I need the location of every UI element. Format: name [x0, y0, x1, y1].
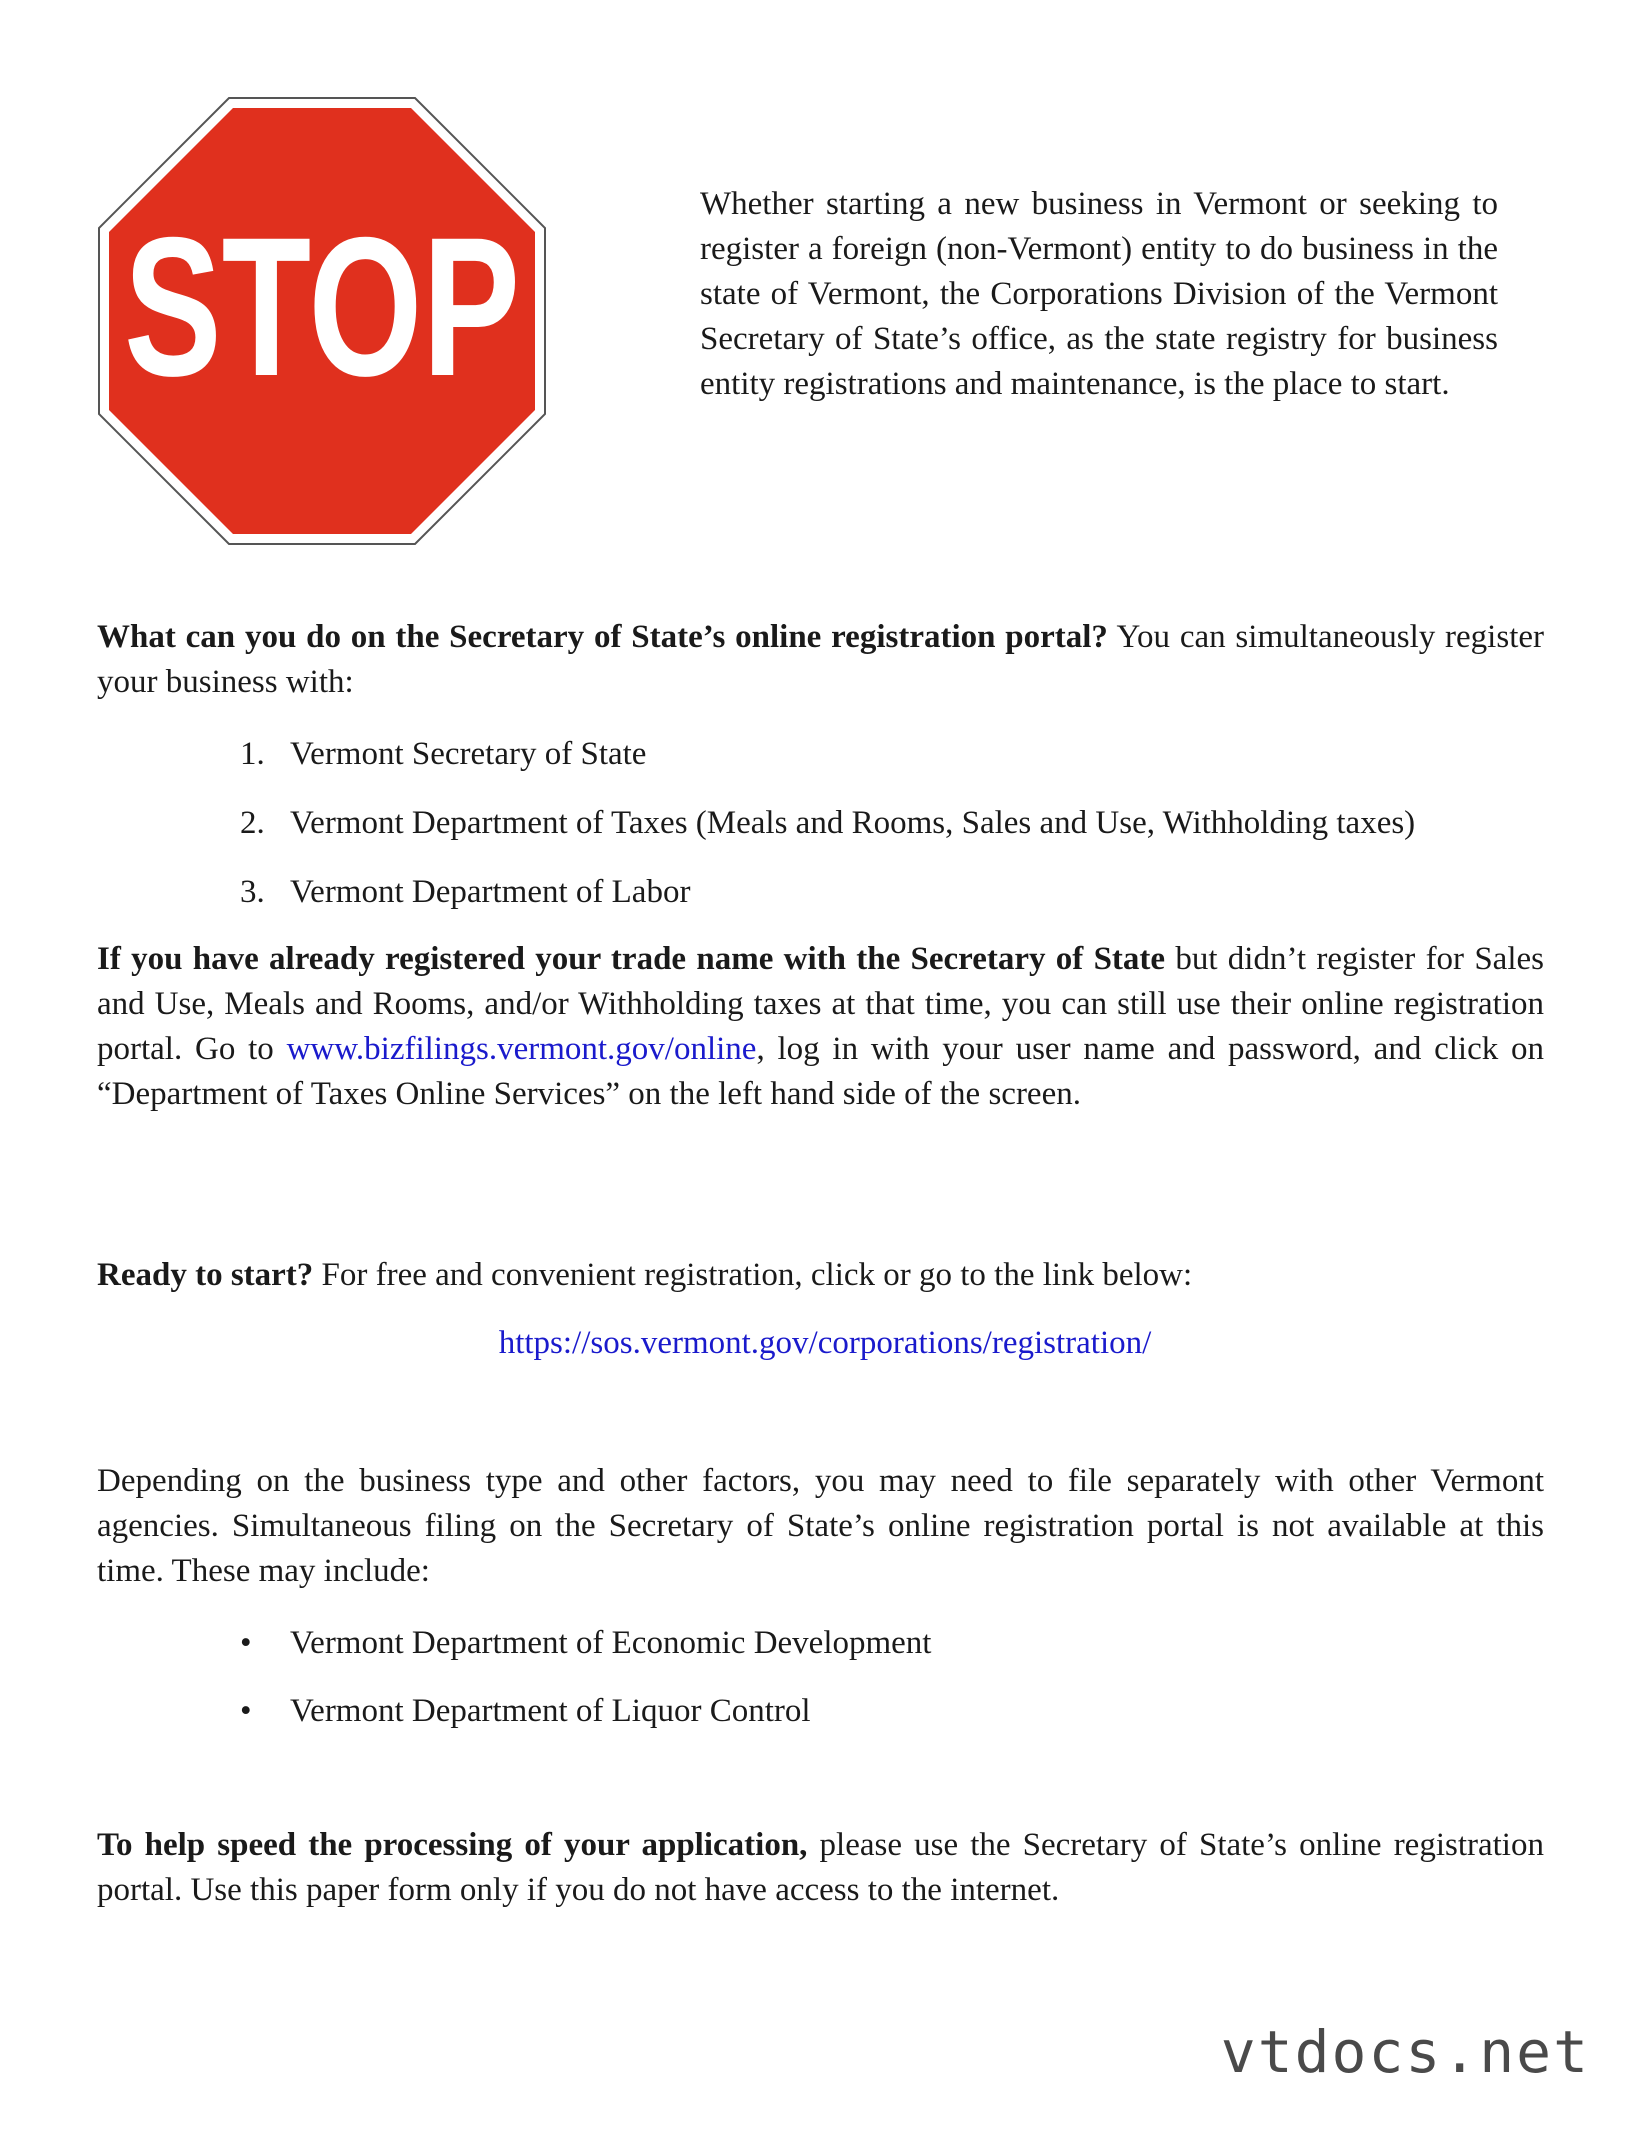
depending-paragraph: Depending on the business type and other factors, you may need to file separately with other Vermont agencies. Simultaneous filing on the Secretary of State’s online registration portal is not available at this time. These may include:	[97, 1463, 1544, 1589]
trade-name-paragraph	[97, 937, 1544, 1117]
registration-link-row	[0, 1321, 1650, 1366]
ready-paragraph	[97, 1253, 1544, 1298]
ready-bold: Ready to start?	[97, 1257, 314, 1293]
registration-link[interactable]: https://sos.vermont.gov/corporations/registration/	[498, 1325, 1152, 1361]
list-marker: 3.	[240, 874, 265, 910]
bizfilings-link[interactable]: www.bizfilings.vermont.gov/online	[286, 1031, 757, 1067]
intro-paragraph: Whether starting a new business in Vermont or seeking to register a foreign (non-Vermont) entity to do business in the state of Vermont, the Corporations Division of the Vermont Secretary of State’s office, as the state registry for business entity registrations and maintenance, is the place to start.	[700, 186, 1498, 402]
trade-name-text-end: , log in with your user name and password, and click on “Department of Taxes Online Services” on the left hand side of the screen.	[97, 1031, 1544, 1112]
list-item-text: Vermont Department of Liquor Control	[290, 1693, 811, 1729]
agencies-list	[240, 1621, 931, 1734]
list-marker: 2.	[240, 805, 265, 841]
stop-sign-text: STOP	[124, 196, 520, 417]
bullet-marker: •	[240, 1693, 252, 1729]
speed-bold: To help speed the processing of your application,	[97, 1827, 808, 1863]
portal-question: What can you do on the Secretary of State’s online registration portal?	[97, 619, 1108, 655]
list-item	[240, 1621, 931, 1666]
speed-paragraph	[97, 1823, 1544, 1913]
speed-text: please use the Secretary of State’s online registration portal. Use this paper form only if you do not have access to the internet.	[97, 1827, 1544, 1908]
portal-list	[240, 732, 1415, 915]
list-item	[240, 801, 1415, 846]
list-item	[240, 732, 1415, 777]
list-item	[240, 1689, 931, 1734]
trade-name-text: but didn’t register for Sales and Use, Meals and Rooms, and/or Withholding taxes at that time, you can still use their online registration portal. Go to	[97, 941, 1544, 1067]
list-item	[240, 870, 1415, 915]
trade-name-bold: If you have already registered your trade name with the Secretary of State	[97, 941, 1166, 977]
ready-text: For free and convenient registration, click or go to the link below:	[313, 1257, 1193, 1293]
list-item-text: Vermont Department of Taxes (Meals and Rooms, Sales and Use, Withholding taxes)	[290, 805, 1416, 841]
list-item-text: Vermont Department of Labor	[290, 874, 691, 910]
stop-sign-icon	[98, 97, 546, 545]
list-item-text: Vermont Department of Economic Development	[290, 1625, 932, 1661]
list-marker: 1.	[240, 736, 265, 772]
portal-answer: You can simultaneously register your business with:	[97, 619, 1544, 700]
bullet-marker: •	[240, 1625, 252, 1661]
list-item-text: Vermont Secretary of State	[290, 736, 647, 772]
portal-paragraph	[97, 615, 1544, 705]
watermark: vtdocs.net	[1220, 2018, 1590, 2086]
